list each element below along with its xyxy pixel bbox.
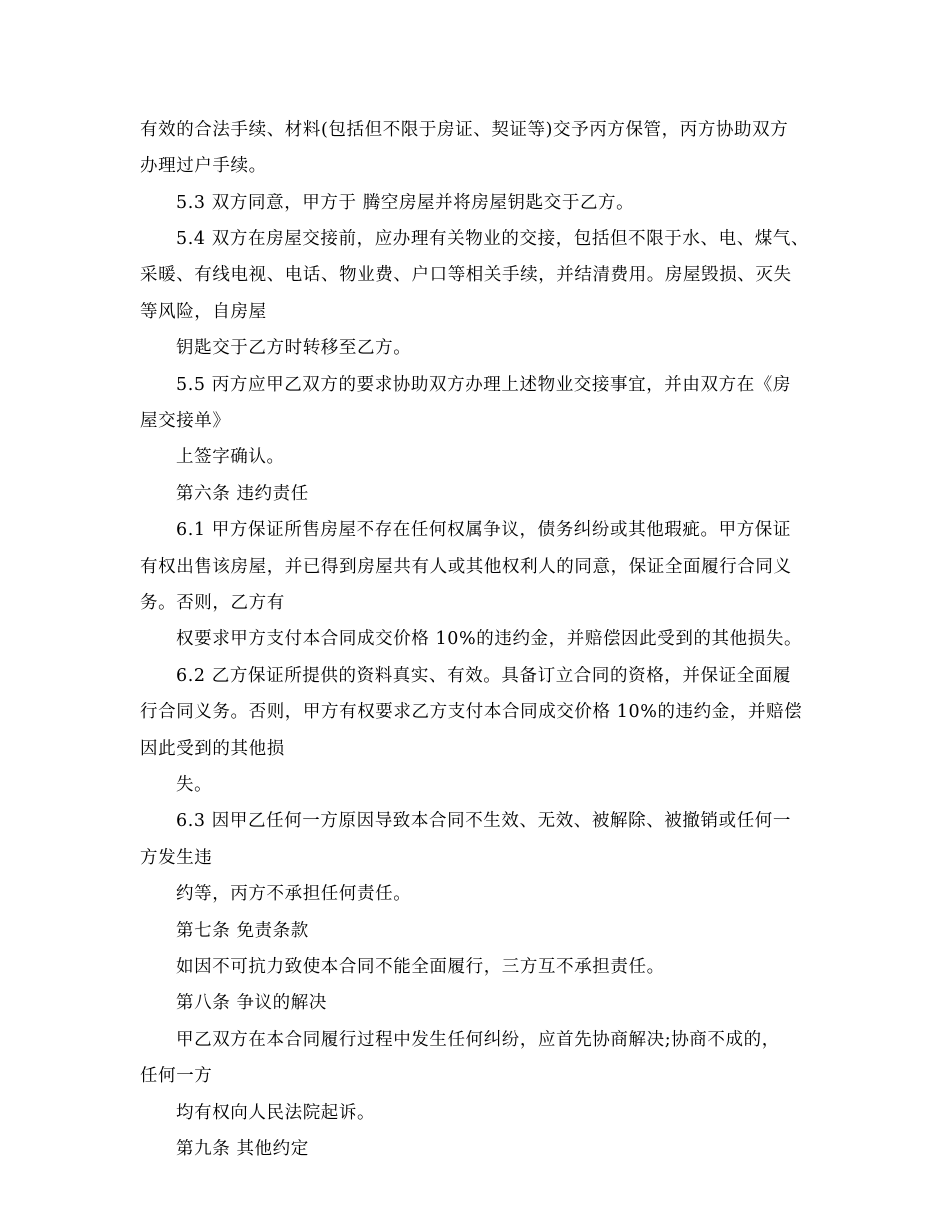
- text-line-7: 钥匙交于乙方时转移至乙方。: [176, 338, 412, 358]
- text-line-15: 权要求甲方支付本合同成交价格 10%的违约金，并赔偿因此受到的其他损失。: [176, 629, 803, 649]
- text-line-24: 如因不可抗力致使本合同不能全面履行，三方互不承担责任。: [176, 957, 665, 977]
- text-line-27: 任何一方: [140, 1066, 213, 1086]
- section-heading-7: 第七条 免责条款: [176, 921, 309, 941]
- text-line-21: 方发生违: [140, 848, 213, 868]
- text-line-12: 6.1 甲方保证所售房屋不存在任何权属争议，债务纠纷或其他瑕疵。甲方保证: [176, 520, 791, 540]
- text-line-28: 均有权向人民法院起诉。: [176, 1103, 376, 1123]
- text-line-3: 5.3 双方同意，甲方于 腾空房屋并将房屋钥匙交于乙方。: [176, 193, 635, 213]
- section-heading-6: 第六条 违约责任: [176, 484, 309, 504]
- text-line-10: 上签字确认。: [176, 447, 285, 467]
- text-line-22: 约等，丙方不承担任何责任。: [176, 884, 412, 904]
- text-line-9: 屋交接单》: [140, 411, 231, 431]
- text-line-13: 有权出售该房屋，并已得到房屋共有人或其他权利人的同意，保证全面履行合同义: [140, 557, 792, 577]
- text-line-5: 采暖、有线电视、电话、物业费、户口等相关手续，并结清费用。房屋毁损、灭失: [140, 265, 792, 285]
- text-line-8: 5.5 丙方应甲乙双方的要求协助双方办理上述物业交接事宜，并由双方在《房: [176, 375, 791, 395]
- text-line-18: 因此受到的其他损: [140, 739, 285, 759]
- text-line-14: 务。否则，乙方有: [140, 593, 285, 613]
- text-line-4: 5.4 双方在房屋交接前，应办理有关物业的交接，包括但不限于水、电、煤气、: [176, 229, 810, 249]
- text-line-1: 有效的合法手续、材料(包括但不限于房证、契证等)交予丙方保管，丙方协助双方: [140, 120, 789, 140]
- text-line-2: 办理过户手续。: [140, 156, 267, 176]
- section-heading-8: 第八条 争议的解决: [176, 993, 327, 1013]
- text-line-20: 6.3 因甲乙任何一方原因导致本合同不生效、无效、被解除、被撤销或任何一: [176, 811, 791, 831]
- section-heading-9: 第九条 其他约定: [176, 1139, 309, 1159]
- text-line-19: 失。: [176, 775, 213, 795]
- text-line-6: 等风险，自房屋: [140, 302, 267, 322]
- text-line-16: 6.2 乙方保证所提供的资料真实、有效。具备订立合同的资格，并保证全面履: [176, 666, 791, 686]
- text-line-26: 甲乙双方在本合同履行过程中发生任何纠纷，应首先协商解决;协商不成的，: [176, 1030, 780, 1050]
- text-line-17: 行合同义务。否则，甲方有权要求乙方支付本合同成交价格 10%的违约金，并赔偿: [140, 702, 803, 722]
